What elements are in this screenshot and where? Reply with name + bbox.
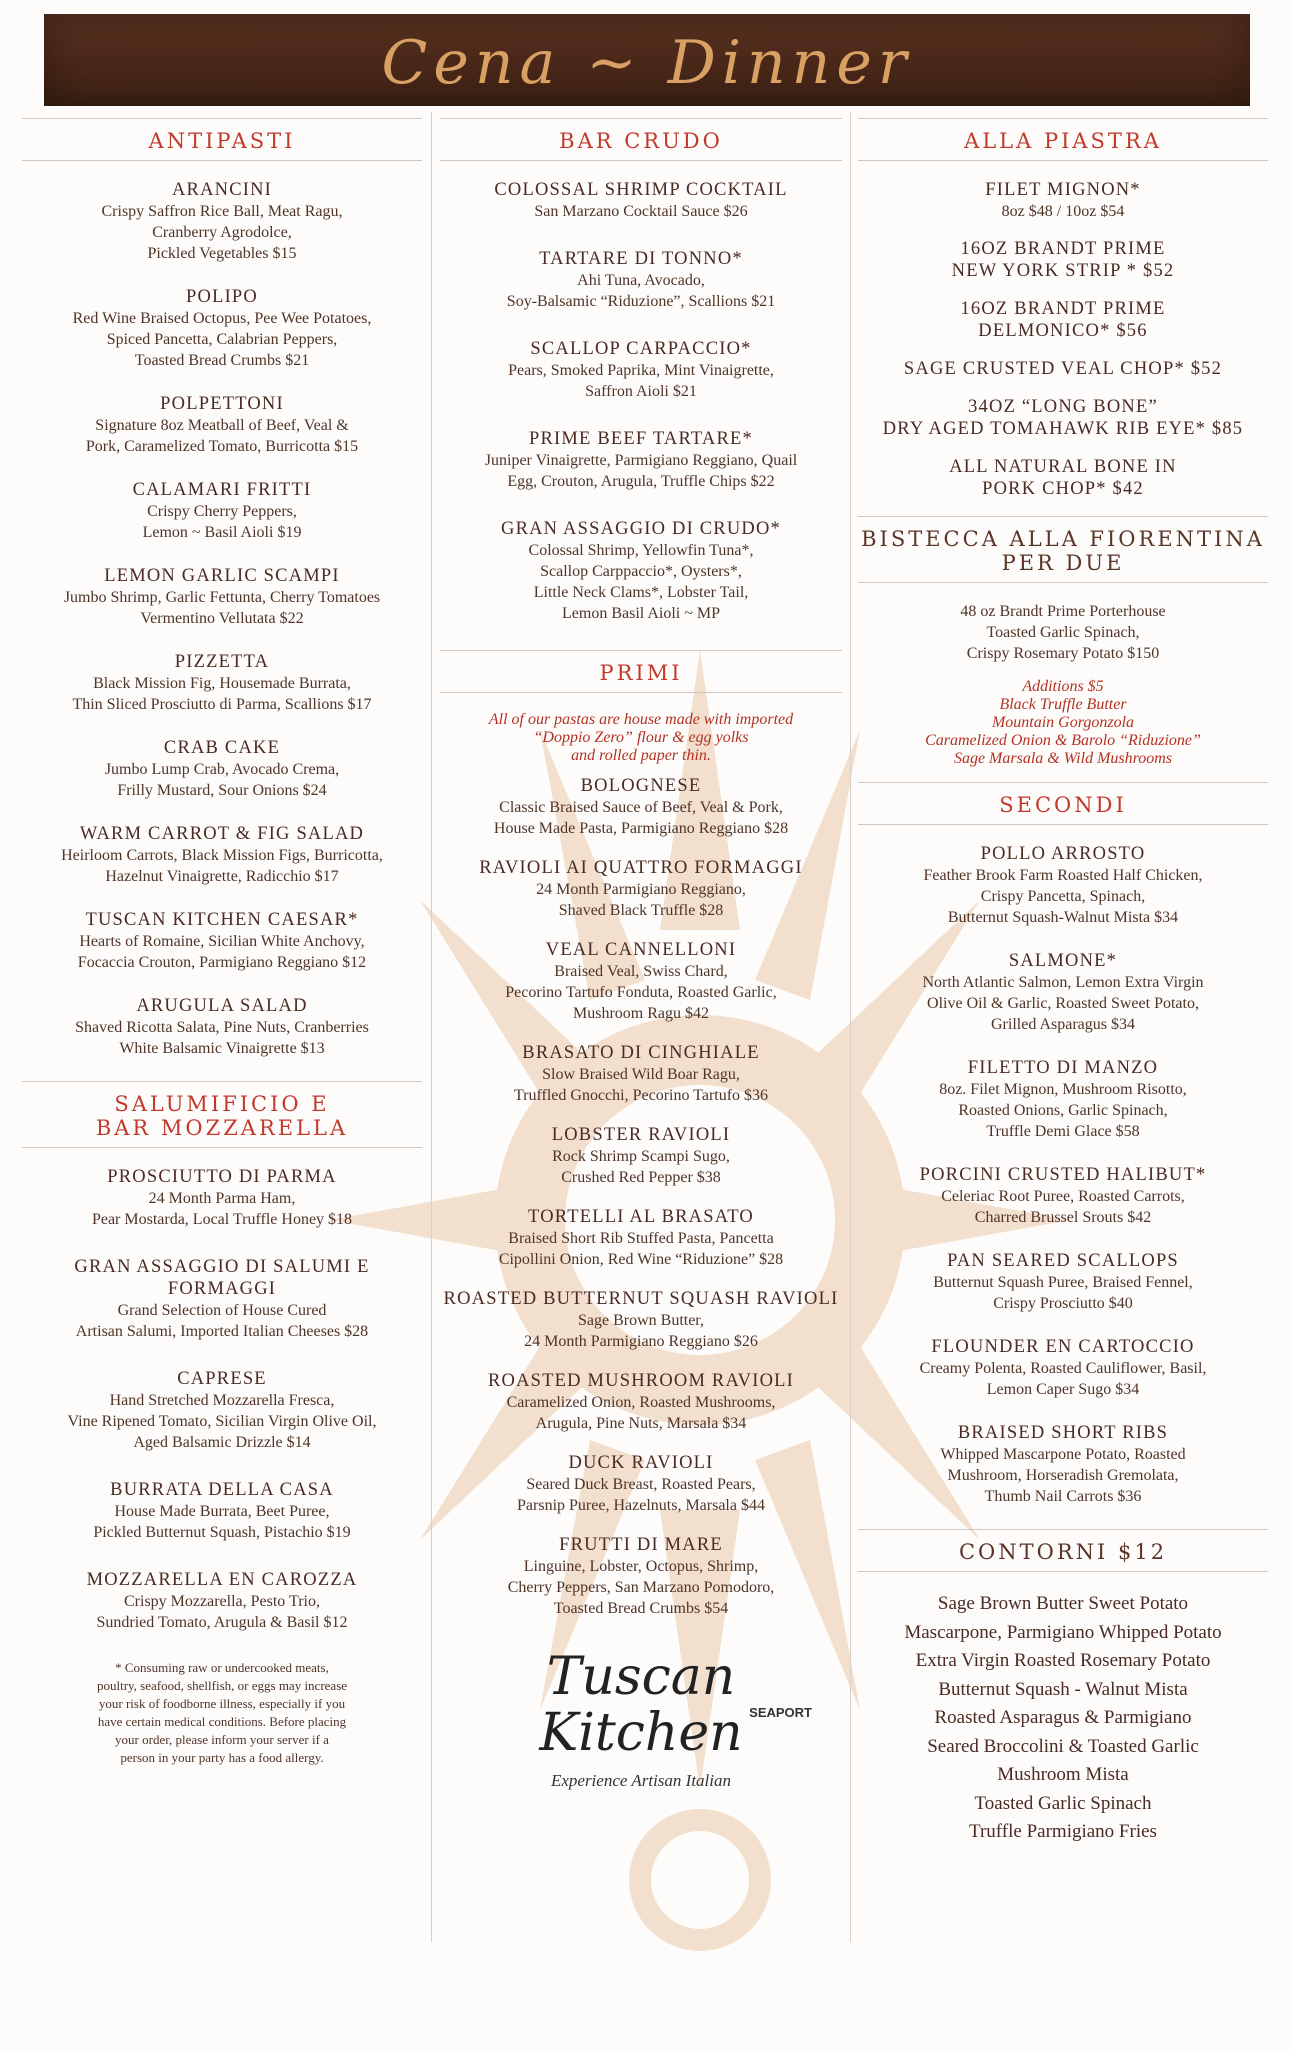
- menu-item-description: Braised Short Rib Stuffed Pasta, Pancetta: [508, 1230, 774, 1247]
- menu-item-description: Celeriac Root Puree, Roasted Carrots,: [941, 1188, 1185, 1205]
- menu-item-description: Jumbo Lump Crab, Avocado Crema,: [104, 761, 340, 778]
- menu-item-name: RAVIOLI AI QUATTRO FORMAGGI: [479, 858, 803, 878]
- menu-item: [858, 1164, 1268, 1228]
- menu-item-description: Cipollini Onion, Red Wine “Riduzione” $28: [498, 1251, 784, 1268]
- menu-item: [22, 179, 422, 264]
- menu-item-name: PROSCIUTTO DI PARMA: [107, 1167, 337, 1187]
- menu-item-description: Thumb Nail Carrots $36: [984, 1488, 1142, 1505]
- section-title-line: SALUMIFICIO E: [114, 1092, 330, 1116]
- addition-line: Sage Marsala & Wild Mushrooms: [953, 750, 1173, 767]
- menu-item: [858, 1250, 1268, 1314]
- menu-item-name: POLLO ARROSTO: [980, 844, 1146, 864]
- menu-item-name: 16OZ BRANDT PRIME: [960, 239, 1166, 259]
- description-line: 48 oz Brandt Prime Porterhouse: [960, 603, 1166, 620]
- menu-item-description: North Atlantic Salmon, Lemon Extra Virgin: [922, 974, 1204, 991]
- menu-item-name: PRIME BEEF TARTARE*: [529, 429, 753, 449]
- menu-item-description: Red Wine Braised Octopus, Pee Wee Potatoes,: [72, 310, 372, 327]
- secondi-list: [858, 843, 1268, 1507]
- alla-piastra-list: [858, 179, 1268, 500]
- side-dish: Butternut Squash - Walnut Mista: [938, 1678, 1188, 1700]
- section-title-line: BISTECCA ALLA FIORENTINA: [861, 527, 1265, 551]
- menu-item-description: Frilly Mustard, Sour Onions $24: [117, 782, 327, 799]
- menu-item-name: CAPRESE: [177, 1369, 267, 1389]
- menu-item-description: Butternut Squash Puree, Braised Fennel,: [933, 1274, 1193, 1291]
- menu-item: [858, 1057, 1268, 1142]
- note-line: All of our pastas are house made with imported: [488, 711, 794, 728]
- contorni-list: [858, 1590, 1268, 1847]
- menu-item-name: PAN SEARED SCALLOPS: [947, 1251, 1179, 1271]
- menu-item-description: Butternut Squash-Walnut Mista $34: [947, 909, 1179, 926]
- menu-item: [440, 775, 842, 839]
- menu-item: [858, 396, 1268, 440]
- menu-item: [440, 1370, 842, 1434]
- menu-item-description: 8oz $48 / 10oz $54: [1001, 203, 1125, 220]
- disclaimer-line: have certain medical conditions. Before placing: [97, 1714, 347, 1729]
- food-allergy-disclaimer: [22, 1659, 422, 1767]
- menu-item-name: LEMON GARLIC SCAMPI: [104, 566, 340, 586]
- menu-item-name: ARANCINI: [171, 180, 273, 200]
- menu-item: [22, 286, 422, 371]
- menu-item-name: GRAN ASSAGGIO DI SALUMI E FORMAGGI: [74, 1257, 370, 1299]
- menu-item: [440, 1452, 842, 1516]
- menu-item-name: ROASTED BUTTERNUT SQUASH RAVIOLI: [443, 1289, 839, 1309]
- menu-item: [440, 1042, 842, 1106]
- menu-item-description: Lemon Basil Aioli ~ MP: [562, 605, 720, 622]
- menu-item-description: Classic Braised Sauce of Beef, Veal & Pork,: [499, 799, 783, 816]
- menu-item: [22, 1479, 422, 1543]
- menu-item-description: House Made Burrata, Beet Puree,: [114, 1503, 330, 1520]
- menu-item-description: Black Mission Fig, Housemade Burrata,: [93, 675, 351, 692]
- menu-item-name: LOBSTER RAVIOLI: [551, 1125, 731, 1145]
- bistecca-additions: [858, 678, 1268, 768]
- menu-item-description: Thin Sliced Prosciutto di Parma, Scallions $17: [72, 696, 372, 713]
- menu-item-name: DUCK RAVIOLI: [568, 1453, 714, 1473]
- description-line: Toasted Garlic Spinach,: [986, 624, 1140, 641]
- disclaimer-line: poultry, seafood, shellfish, or eggs may increase: [96, 1678, 348, 1693]
- menu-item-description: Slow Braised Wild Boar Ragu,: [542, 1066, 740, 1083]
- description-line: Crispy Rosemary Potato $150: [966, 645, 1160, 662]
- antipasti-list: [22, 179, 422, 1059]
- menu-item-description: Hand Stretched Mozzarella Fresca,: [109, 1392, 335, 1409]
- section-title-bar-crudo: BAR CRUDO: [440, 118, 842, 161]
- addition-line: Additions $5: [1022, 678, 1104, 695]
- menu-item-description: Crispy Cherry Peppers,: [147, 503, 297, 520]
- menu-item: [440, 1124, 842, 1188]
- side-dish: Seared Broccolini & Toasted Garlic: [927, 1735, 1199, 1757]
- menu-item-description: Charred Brussel Srouts $42: [974, 1209, 1152, 1226]
- menu-item-description: Shaved Ricotta Salata, Pine Nuts, Cranberries: [75, 1019, 369, 1036]
- menu-item-description: Pecorino Tartufo Fonduta, Roasted Garlic,: [505, 984, 777, 1001]
- section-title-secondi: SECONDI: [858, 782, 1268, 825]
- menu-item-description: Heirloom Carrots, Black Mission Figs, Burricotta,: [61, 847, 383, 864]
- menu-item-description: 24 Month Parmigiano Reggiano $26: [524, 1333, 758, 1350]
- menu-item-description: Juniper Vinaigrette, Parmigiano Reggiano, Quail: [484, 452, 798, 469]
- menu-item-description: Ahi Tuna, Avocado,: [577, 272, 705, 289]
- section-title-contorni: CONTORNI $12: [858, 1529, 1268, 1572]
- menu-item-name: SCALLOP CARPACCIO*: [530, 339, 752, 359]
- menu-item-description: Jumbo Shrimp, Garlic Fettunta, Cherry Tomatoes: [63, 589, 381, 606]
- menu-item: [22, 651, 422, 715]
- menu-item: [858, 238, 1268, 282]
- menu-item-description: Signature 8oz Meatball of Beef, Veal &: [95, 417, 349, 434]
- menu-item-description: Lemon Caper Sugo $34: [986, 1381, 1140, 1398]
- menu-item-name: TORTELLI AL BRASATO: [528, 1207, 754, 1227]
- salumificio-list: [22, 1166, 422, 1633]
- menu-item-name: TUSCAN KITCHEN CAESAR*: [85, 910, 359, 930]
- menu-item-description: Spiced Pancetta, Calabrian Peppers,: [106, 331, 338, 348]
- menu-item-description: Cranberry Agrodolce,: [152, 224, 292, 241]
- menu-item: [440, 1534, 842, 1619]
- side-dish: Truffle Parmigiano Fries: [969, 1821, 1157, 1842]
- restaurant-logo: [440, 1649, 842, 1799]
- section-title-alla-piastra: ALLA PIASTRA: [858, 118, 1268, 161]
- disclaimer-line: person in your party has a food allergy.: [120, 1750, 324, 1765]
- menu-item-description: Hazelnut Vinaigrette, Radicchio $17: [105, 868, 339, 885]
- section-title-salumificio: [22, 1081, 422, 1148]
- menu-item-name: DRY AGED TOMAHAWK RIB EYE* $85: [882, 419, 1244, 439]
- menu-item-description: Mushroom Ragu $42: [573, 1005, 709, 1022]
- menu-item-name: PORCINI CRUSTED HALIBUT*: [919, 1165, 1207, 1185]
- side-dish: Mascarpone, Parmigiano Whipped Potato: [904, 1621, 1222, 1643]
- menu-item-description: Pork, Caramelized Tomato, Burricotta $15: [85, 438, 359, 455]
- menu-item: [858, 358, 1268, 380]
- bistecca-description: [858, 601, 1268, 664]
- primi-list: [440, 775, 842, 1619]
- menu-item: [858, 950, 1268, 1035]
- menu-item-description: Roasted Onions, Garlic Spinach,: [958, 1102, 1168, 1119]
- side-dish: Extra Virgin Roasted Rosemary Potato: [915, 1650, 1211, 1671]
- menu-item-name: FILETTO DI MANZO: [967, 1058, 1159, 1078]
- menu-item-name: WARM CARROT & FIG SALAD: [79, 824, 365, 844]
- menu-item: [440, 1288, 842, 1352]
- menu-item-description: Pickled Vegetables $15: [147, 245, 297, 262]
- section-title-antipasti: ANTIPASTI: [22, 118, 422, 161]
- menu-item-description: House Made Pasta, Parmigiano Reggiano $28: [493, 820, 789, 837]
- menu-item-name: FILET MIGNON*: [985, 180, 1141, 200]
- menu-item-name: BRASATO DI CINGHIALE: [522, 1043, 760, 1063]
- menu-item-name: BRAISED SHORT RIBS: [957, 1423, 1169, 1443]
- menu-item-description: Hearts of Romaine, Sicilian White Anchovy,: [79, 933, 365, 950]
- menu-item-name: GRAN ASSAGGIO DI CRUDO*: [501, 519, 781, 539]
- menu-item-description: Pear Mostarda, Local Truffle Honey $18: [91, 1211, 353, 1228]
- menu-item-description: Arugula, Pine Nuts, Marsala $34: [535, 1415, 747, 1432]
- menu-item-name: VEAL CANNELLONI: [545, 940, 737, 960]
- disclaimer-line: your order, please inform your server if a: [115, 1732, 329, 1747]
- pasta-note: [440, 711, 842, 765]
- menu-item-description: Rock Shrimp Scampi Sugo,: [552, 1148, 730, 1165]
- menu-item-name: ALL NATURAL BONE IN: [949, 457, 1177, 477]
- menu-item-description: Crispy Saffron Rice Ball, Meat Ragu,: [101, 203, 343, 220]
- menu-item-name: 34OZ “LONG BONE”: [968, 397, 1158, 417]
- menu-item-name: POLPETTONI: [160, 394, 284, 414]
- menu-item-description: Egg, Crouton, Arugula, Truffle Chips $22: [507, 473, 775, 490]
- menu-item: [440, 857, 842, 921]
- column-divider: [850, 112, 851, 1942]
- menu-item: [858, 179, 1268, 222]
- section-title-bistecca: [858, 516, 1268, 583]
- addition-line: Black Truffle Butter: [999, 696, 1127, 713]
- menu-item: [858, 843, 1268, 928]
- menu-item-description: 8oz. Filet Mignon, Mushroom Risotto,: [939, 1081, 1187, 1098]
- menu-item: [440, 1206, 842, 1270]
- menu-item-description: Pears, Smoked Paprika, Mint Vinaigrette,: [508, 362, 774, 379]
- menu-item-description: Vine Ripened Tomato, Sicilian Virgin Olive Oil,: [67, 1413, 377, 1430]
- header-banner: [44, 14, 1250, 106]
- menu-item: [858, 1336, 1268, 1400]
- section-title-line: BAR MOZZARELLA: [95, 1116, 349, 1140]
- section-title-primi: PRIMI: [440, 650, 842, 693]
- menu-item-description: Seared Duck Breast, Roasted Pears,: [526, 1476, 756, 1493]
- menu-item-description: Toasted Bread Crumbs $54: [553, 1600, 729, 1617]
- menu-item-description: Focaccia Crouton, Parmigiano Reggiano $12: [77, 954, 367, 971]
- menu-item-name: DELMONICO* $56: [978, 321, 1148, 341]
- menu-item-description: Caramelized Onion, Roasted Mushrooms,: [506, 1394, 776, 1411]
- menu-item-description: Grand Selection of House Cured: [117, 1302, 327, 1319]
- menu-item-description: Crispy Prosciutto $40: [993, 1295, 1133, 1312]
- menu-item: [858, 456, 1268, 500]
- tagline: Experience Artisan Italian: [550, 1771, 732, 1790]
- menu-item-name: TARTARE DI TONNO*: [539, 249, 743, 269]
- logo-location: SEAPORT: [749, 1705, 812, 1720]
- menu-item-description: Sage Brown Butter,: [577, 1312, 704, 1329]
- menu-item-name: BOLOGNESE: [580, 776, 702, 796]
- column-right: [858, 112, 1268, 1847]
- menu-item-description: Toasted Bread Crumbs $21: [134, 352, 310, 369]
- menu-item: [858, 1422, 1268, 1507]
- menu-item-name: CRAB CAKE: [163, 738, 281, 758]
- menu-item: [22, 1569, 422, 1633]
- menu-item: [22, 1368, 422, 1453]
- menu-item-description: Little Neck Clams*, Lobster Tail,: [533, 584, 749, 601]
- side-dish: Sage Brown Butter Sweet Potato: [937, 1593, 1189, 1614]
- menu-item: [22, 1256, 422, 1342]
- menu-item: [22, 1166, 422, 1230]
- menu-item: [22, 479, 422, 543]
- menu-item-description: Aged Balsamic Drizzle $14: [133, 1434, 311, 1451]
- menu-item-description: Mushroom, Horseradish Gremolata,: [947, 1467, 1179, 1484]
- side-dish: Roasted Asparagus & Parmigiano: [934, 1707, 1192, 1728]
- bar-crudo-list: [440, 179, 842, 624]
- menu-item: [22, 823, 422, 887]
- menu-item-description: Grilled Asparagus $34: [991, 1016, 1135, 1033]
- menu-item-description: Truffled Gnocchi, Pecorino Tartufo $36: [513, 1087, 769, 1104]
- disclaimer-line: your risk of foodborne illness, especially if you: [98, 1696, 346, 1711]
- menu-item-name: NEW YORK STRIP * $52: [951, 261, 1175, 281]
- menu-item-description: Cherry Peppers, San Marzano Pomodoro,: [507, 1579, 775, 1596]
- menu-title: Cena ~ Dinner: [381, 28, 913, 98]
- menu-item-description: 24 Month Parma Ham,: [148, 1190, 296, 1207]
- menu-item-name: FRUTTI DI MARE: [559, 1535, 723, 1555]
- column-middle: [440, 112, 842, 1799]
- note-line: “Doppio Zero” flour & egg yolks: [533, 729, 749, 746]
- menu-item-description: Parsnip Puree, Hazelnuts, Marsala $44: [517, 1497, 765, 1514]
- logo-wordmark: Tuscan Kitchen: [539, 1647, 743, 1763]
- section-title-line: PER DUE: [1001, 551, 1125, 575]
- menu-item-description: Colossal Shrimp, Yellowfin Tuna*,: [528, 542, 754, 559]
- menu-item: [440, 248, 842, 312]
- menu-item-description: Crispy Mozzarella, Pesto Trio,: [124, 1593, 320, 1610]
- menu-item-description: Feather Brook Farm Roasted Half Chicken,: [923, 867, 1203, 884]
- menu-item-description: Whipped Mascarpone Potato, Roasted: [940, 1446, 1186, 1463]
- menu-item-description: Pickled Butternut Squash, Pistachio $19: [93, 1524, 351, 1541]
- menu-item-name: 16OZ BRANDT PRIME: [960, 299, 1166, 319]
- column-left: [22, 112, 422, 1767]
- menu-item-description: Saffron Aioli $21: [585, 383, 697, 400]
- disclaimer-line: * Consuming raw or undercooked meats,: [115, 1660, 329, 1675]
- menu-item-name: SAGE CRUSTED VEAL CHOP* $52: [903, 359, 1223, 379]
- menu-item-name: POLIPO: [186, 287, 258, 307]
- menu-item-description: San Marzano Cocktail Sauce $26: [534, 203, 748, 220]
- menu-item-description: Braised Veal, Swiss Chard,: [554, 963, 728, 980]
- menu-item-name: PORK CHOP* $42: [982, 479, 1144, 499]
- menu-item-description: Scallop Carppaccio*, Oysters*,: [540, 563, 742, 580]
- menu-item: [440, 518, 842, 624]
- menu-item: [858, 298, 1268, 342]
- note-line: and rolled paper thin.: [571, 747, 711, 764]
- menu-item-description: 24 Month Parmigiano Reggiano,: [536, 881, 746, 898]
- menu-item: [440, 179, 842, 222]
- menu-item-name: BURRATA DELLA CASA: [110, 1480, 334, 1500]
- menu-item-description: Crispy Pancetta, Spinach,: [980, 888, 1146, 905]
- menu-item-name: FLOUNDER EN CARTOCCIO: [931, 1337, 1195, 1357]
- menu-item-name: MOZZARELLA EN CAROZZA: [86, 1570, 358, 1590]
- menu-item-name: SALMONE*: [1008, 951, 1118, 971]
- menu-item: [440, 338, 842, 402]
- menu-item-description: Vermentino Vellutata $22: [140, 610, 304, 627]
- menu-item-description: Artisan Salumi, Imported Italian Cheeses $28: [75, 1323, 369, 1340]
- side-dish: Mushroom Mista: [997, 1764, 1129, 1785]
- menu-item: [22, 565, 422, 629]
- addition-line: Caramelized Onion & Barolo “Riduzione”: [925, 732, 1201, 749]
- menu-item-description: White Balsamic Vinaigrette $13: [119, 1040, 325, 1057]
- menu-item: [22, 909, 422, 973]
- menu-item: [22, 737, 422, 801]
- menu-item-name: COLOSSAL SHRIMP COCKTAIL: [494, 180, 788, 200]
- menu-item: [22, 995, 422, 1059]
- menu-item-description: Sundried Tomato, Arugula & Basil $12: [96, 1614, 348, 1631]
- menu-item-description: Linguine, Lobster, Octopus, Shrimp,: [523, 1558, 759, 1575]
- menu-item-name: PIZZETTA: [174, 652, 270, 672]
- menu-item-description: Soy-Balsamic “Riduzione”, Scallions $21: [506, 293, 776, 310]
- menu-item-description: Lemon ~ Basil Aioli $19: [142, 524, 302, 541]
- menu-item: [22, 393, 422, 457]
- menu-item-name: ROASTED MUSHROOM RAVIOLI: [488, 1371, 794, 1391]
- addition-line: Mountain Gorgonzola: [991, 714, 1135, 731]
- menu-item: [440, 428, 842, 492]
- menu-item-description: Olive Oil & Garlic, Roasted Sweet Potato,: [927, 995, 1199, 1012]
- menu-item-name: CALAMARI FRITTI: [132, 480, 312, 500]
- side-dish: Toasted Garlic Spinach: [974, 1792, 1152, 1814]
- menu-item-name: ARUGULA SALAD: [136, 996, 308, 1016]
- menu-item-description: Shaved Black Truffle $28: [558, 902, 724, 919]
- menu-item-description: Truffle Demi Glace $58: [986, 1123, 1140, 1140]
- menu-item-description: Crushed Red Pepper $38: [561, 1169, 721, 1186]
- menu-item-description: Creamy Polenta, Roasted Cauliflower, Basil,: [919, 1360, 1207, 1377]
- column-divider: [431, 112, 432, 1942]
- menu-item: [440, 939, 842, 1024]
